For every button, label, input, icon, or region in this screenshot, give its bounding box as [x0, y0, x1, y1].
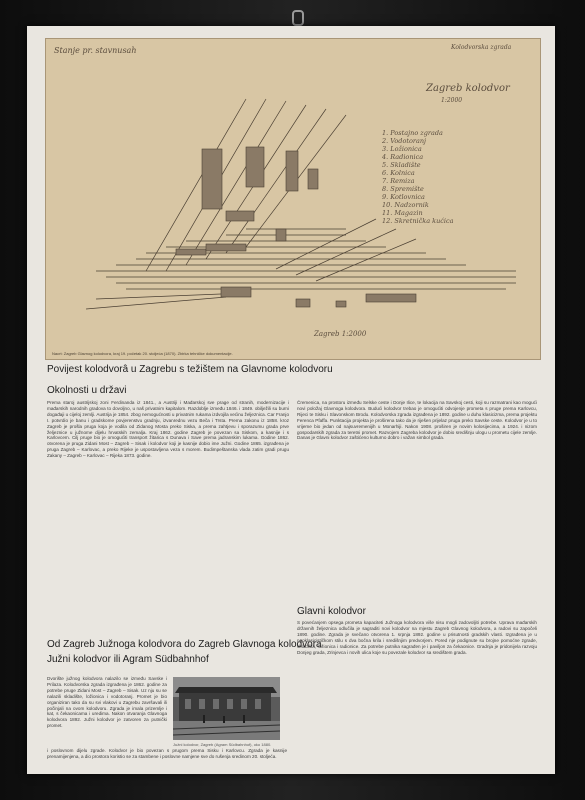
legend-item: 2. Vodotoranj	[382, 137, 427, 145]
station-title: Zagreb kolodvor	[426, 83, 510, 94]
plan-title-right: Kolodvorska zgrada	[451, 44, 512, 51]
legend-item: 6. Kolnica	[382, 169, 415, 177]
legend-item: 11. Magazin	[382, 209, 423, 217]
south-station-photo	[173, 677, 280, 740]
text-juzni-wide: i poslovnom dijelu zgrade. Kolodvor je bio povezan s prugom prema Sisku i Karlovcu. Zgrada je kasnije prenamijenjena, a dio prostora koristio se za stambene i poslovne namjene sve do rušenja sredinom 20. stoljeća.	[47, 748, 287, 759]
legend-item: 10. Nadzornik	[382, 201, 429, 209]
legend-item: 5. Skladište	[382, 161, 421, 169]
legend-item: 9. Kotlovnica	[382, 193, 425, 201]
heading-juzni-2: Južni kolodvor ili Agram Südbahnhof	[47, 654, 209, 665]
hanging-hook	[292, 10, 304, 26]
main-title: Povijest kolodvorâ u Zagrebu s težištem na Glavnome kolodvoru	[47, 364, 333, 375]
legend-item: 3. Ložionica	[382, 145, 422, 153]
railway-plan-drawing	[45, 38, 541, 360]
plan-title-left: Stanje pr. stavnusah	[54, 46, 137, 55]
station-photo-svg	[173, 677, 280, 740]
legend-item: 4. Radionica	[382, 153, 424, 161]
plan-signature: Zagreb 1:2000	[314, 330, 367, 338]
legend-item: 12. Skretnička kućica	[382, 217, 454, 225]
text-glavni: S povećanjem opsega prometa kapaciteti Južnoga kolodvora više nisu mogli zadovoljiti potrebe. Uprava mađarskih državnih željeznica odlučila je sagraditi novi kolodvor na mjestu Zagreb Glavnog kolodvora, a radovi su započeli 1890. godine. Zgrada je svečano otvorena 1. srpnja 1892. godine u prisutnosti gradskih vlasti. Izgrađena je u neoklasicističkom stilu s dva bočna krila i središnjim predvorjem. Pored nje podignute su brojne pomoćne zgrade, skladišta, ložionica i radionice. Za potrebe putnika sagrađen je i paviljon za čekaonice. Gradnja je pridonijela razvoju Donjeg grada, Zrinjevca i novih ulica koje su povezale kolodvor sa središtem grada.	[297, 620, 537, 655]
heading-state: Okolnosti u državi	[47, 385, 127, 396]
railway-plan-svg	[46, 39, 540, 359]
photo-caption: Južni kolodvor, Zagreb (Agram Südbahnhof), oko 1880.	[173, 742, 272, 747]
legend-item: 8. Spremište	[382, 185, 424, 193]
plan-legend	[381, 129, 454, 225]
legend-item: 1. Postajno zgrada	[382, 129, 443, 137]
plan-caption: Nacrt: Zagreb Glavnog kolodvora, kraj 19. početak 20. stoljeća (1870). Zbirka tehničke dokumentacije.	[52, 351, 233, 356]
exhibition-panel	[27, 26, 555, 774]
scale-note: 1:2000	[441, 97, 463, 104]
heading-glavni: Glavni kolodvor	[297, 606, 366, 617]
legend-item: 7. Remiza	[382, 177, 415, 185]
track-lines	[86, 99, 516, 309]
heading-juzni-1: Od Zagreb Južnoga kolodvora do Zagreb Glavnoga kolodvora	[47, 639, 322, 650]
text-juzni: Dvorište južnog kolodvora nalazilo se između Savske i Prilaza. Kolodvorska zgrada izgrađena je 1862. godine za potrebe pruge Zidani Most – Zagreb – Sisak. Uz nju su se nalazili skladište, ložionica i vodotoranj. Promet je bio organiziran tako da su svi vlakovi u Zagrebu završavali ili počinjali na ovom kolodvoru. Zgrada je imala prizemlje i kat, s čekaonicama i uredima. Nakon otvaranja Glavnoga kolodvora 1892. Južni kolodvor je zatvoren za putnički promet.	[47, 676, 167, 729]
text-left-column: Prema staroj austrijskoj zoni Ferdinanda iz 1841., a Austriji i Mađarskoj sve prage od stranih, modernizacije i mađarskih narodnih gradova to dovoljno, u naš privatnim kapitalom. Razdoblje između 1846. i 1849. obilježili su burni događaji u cijeloj zemlji. Austrija je 1854. zbog nemogućnosti u privatnim rukama izdvojila većinu željeznica. Car Franjo I. potvrdio je banu i gradskome povjerenstvu gradnju, izvanrednu vezu Beča i Trsta. Prema zakonu iz 1858. kroz Zagreb je prošla pruga koja je vodila od Zidanog Mosta preko Siska, a prema zahtjevu i sporazumu grada prve željeznice u južnome dijelu hrvatskih zemalja. Kraj 1862. godine Zagreb je povezan sa Siskom, a kasnije i s Karlovcem. Cilj pruge bio je omogućiti transport žitarica s Dunava i Save prema jadranskim lukama. Godine 1862. otvorena je pruga Zidani Most – Zagreb – Sisak i kolodvor koji je kasnije dobio ime Južni. Godine 1865. izgrađena je pruga Zagreb – Karlovac, a preko Rijeke je uspostavljena veza s morem. Budimpeštanska vlada zatim gradi prugu Zakany – Zagreb – Karlovac – Rijeka 1873. godine.	[47, 400, 289, 459]
text-right-column: Čremenica, na prostoru između Selske ceste i Donje Ilice, te lokacija na Savskoj cesti, koji su razmatrani kao mogući novi položaj Glavnoga kolodvora. Budući kolodvor trebao je omogućiti odvojenje prometa s pruge prema Karlovcu, Rijeci te Sisku i Slavonskom Brodu. Kolodvorska zgrada izgrađena je 1892. godine u duhu klasicizma, prema projektu Ferenca Pfaffa. Punktacija projekta je proširena tako da je riješen prijelaz pruga preko Savske ceste. Kolodvor je u to vrijeme bio jedan od najsuvremenijih u Monarhiji. Nakon 1908. proširen je novim kolosijecima, a 1924. i nizom gospodarskih zgrada za teretni promet. Razvojem Zagreba kolodvor je dobio središnju ulogu u prometu cijele zemlje. Danas je Glavni kolodvor zaštićeno kulturno dobro i važan simbol grada.	[297, 400, 537, 441]
